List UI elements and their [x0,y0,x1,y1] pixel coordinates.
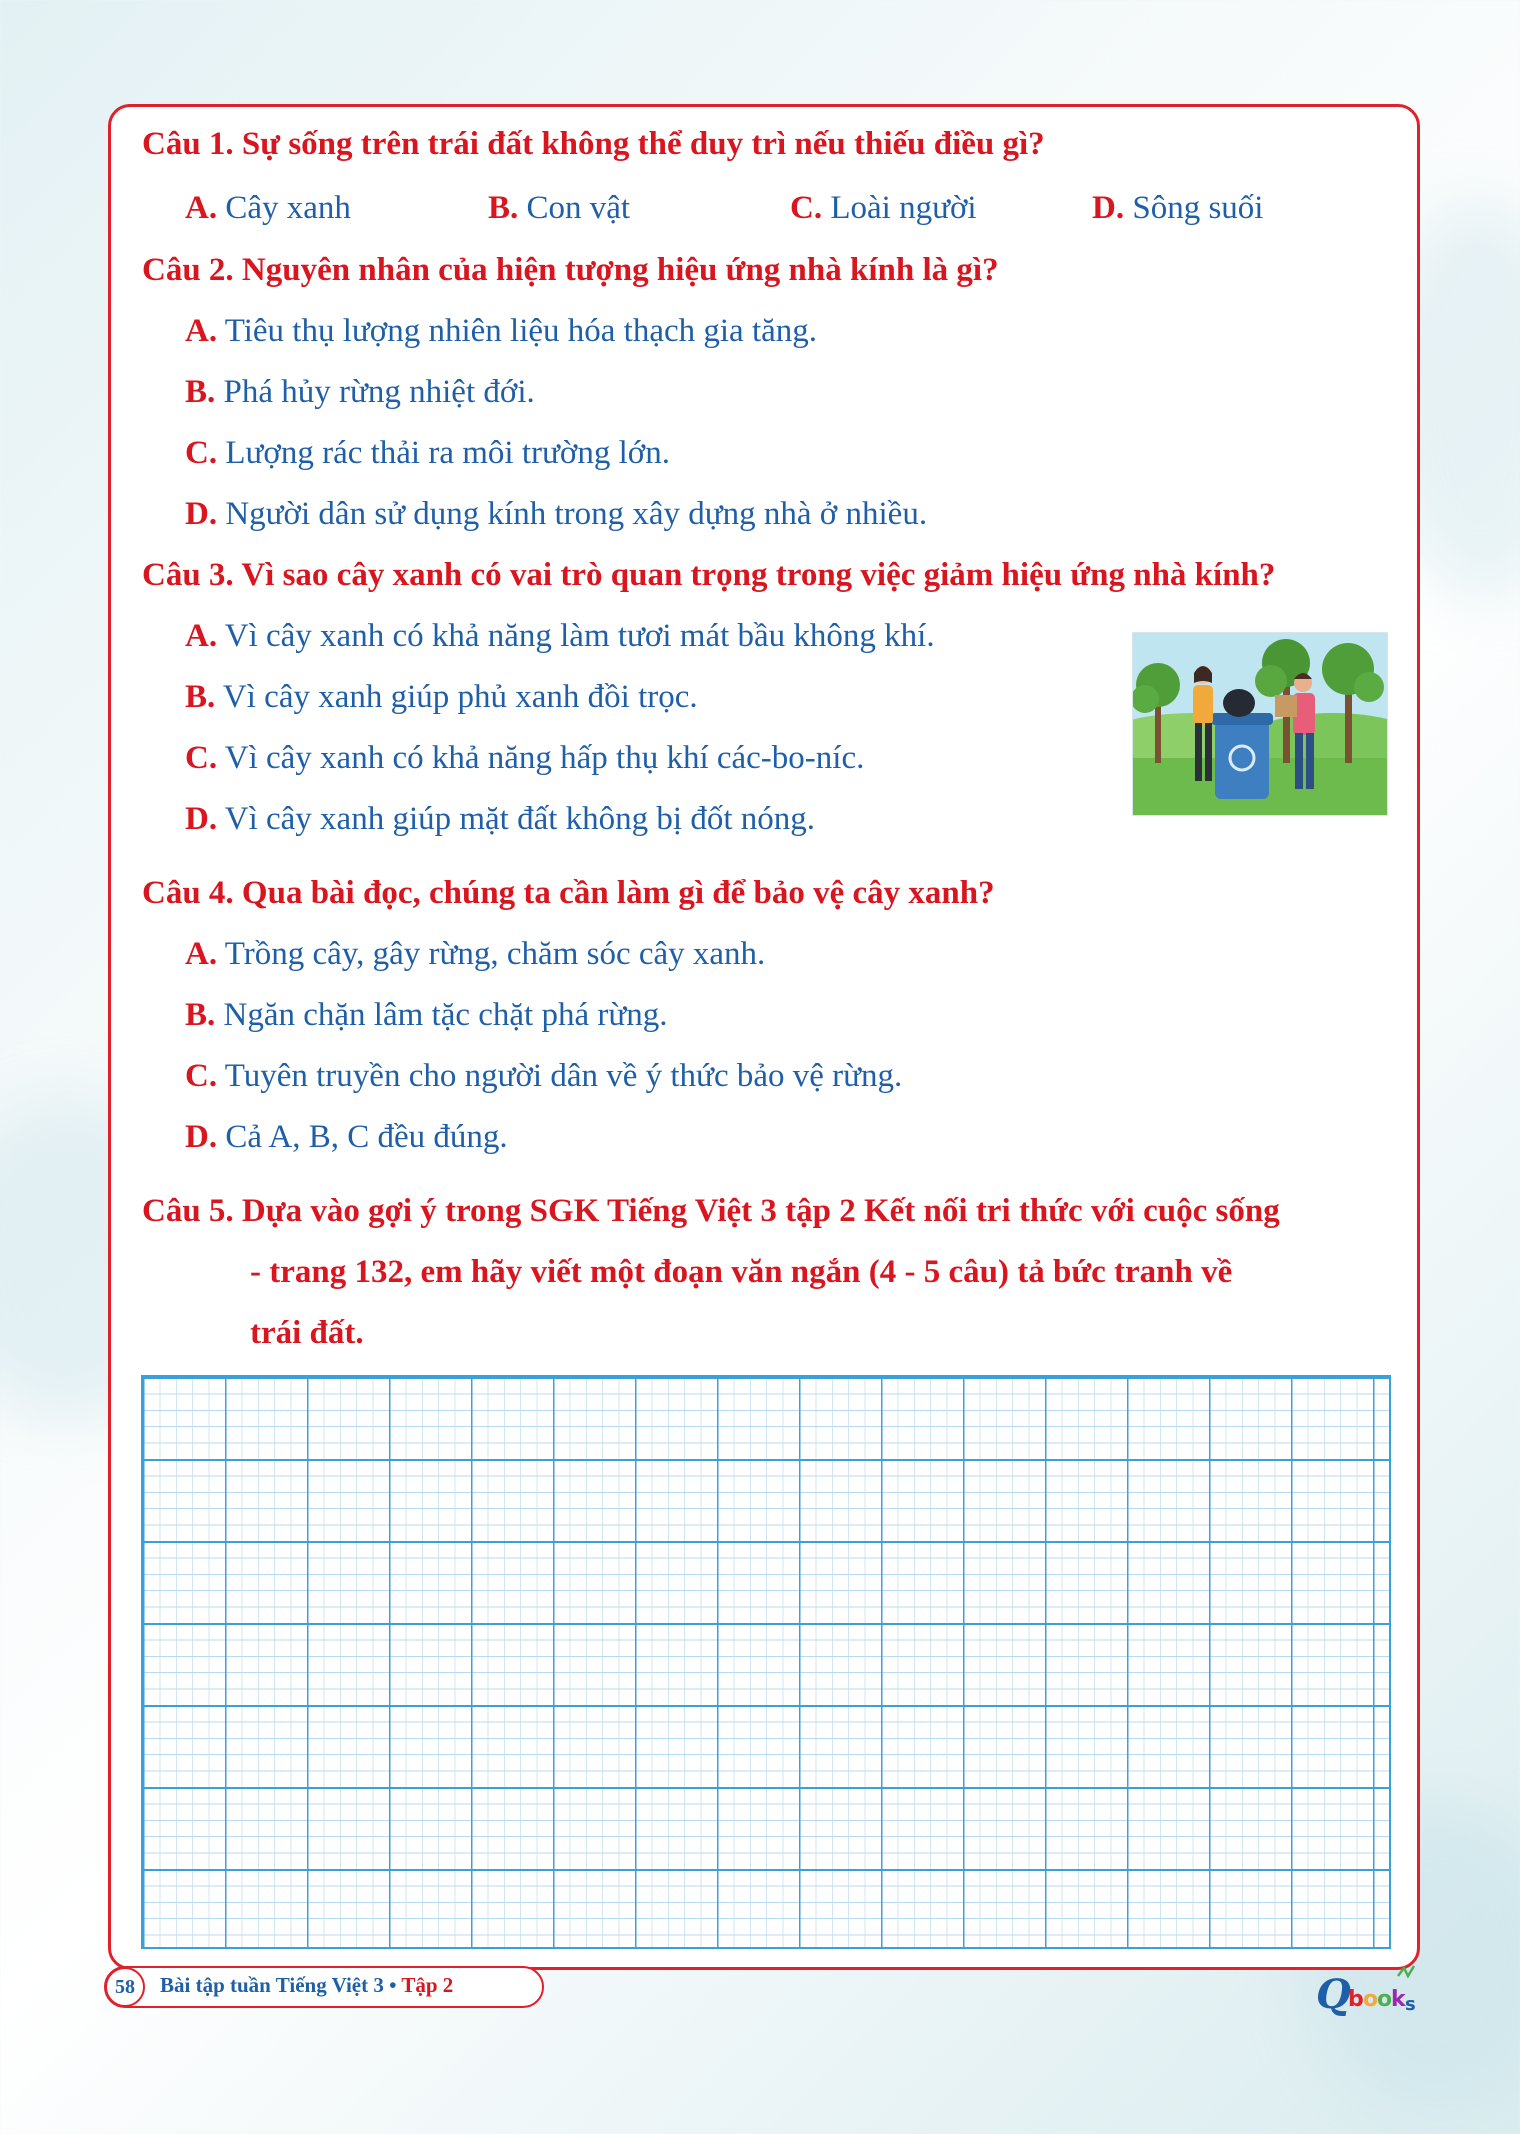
q1-option-a[interactable]: A. Cây xanh [185,190,351,226]
question-5-title: Câu 5. Dựa vào gợi ý trong SGK Tiếng Việt 3 tập 2 Kết nối tri thức với cuộc sống [142,1193,1280,1229]
q3-option-b[interactable]: B. Vì cây xanh giúp phủ xanh đồi trọc. [185,679,698,715]
writing-grid[interactable] [141,1375,1391,1949]
question-2-title: Câu 2. Nguyên nhân của hiện tượng hiệu ứng nhà kính là gì? [142,252,999,288]
qbooks-logo [1312,1962,1430,2020]
q1-option-b[interactable]: B. Con vật [488,190,631,226]
q3-option-a[interactable]: A. Vì cây xanh có khả năng làm tươi mát bầu không khí. [185,618,935,654]
q2-option-a[interactable]: A. Tiêu thụ lượng nhiên liệu hóa thạch gia tăng. [185,313,818,349]
question-3-title: Câu 3. Vì sao cây xanh có vai trò quan trọng trong việc giảm hiệu ứng nhà kính? [142,557,1276,593]
q2-option-c[interactable]: C. Lượng rác thải ra môi trường lớn. [185,435,670,471]
question-5-title-line-2: - trang 132, em hãy viết một đoạn văn ngắn (4 - 5 câu) tả bức tranh về [250,1254,1233,1290]
q3-option-d[interactable]: D. Vì cây xanh giúp mặt đất không bị đốt nóng. [185,801,815,837]
page-number: 58 [105,1967,145,2007]
q4-option-c[interactable]: C. Tuyên truyền cho người dân về ý thức bảo vệ rừng. [185,1058,903,1094]
svg-text:o: o [1363,1987,1379,2012]
question-5-title-line-3: trái đất. [250,1315,364,1351]
svg-text:o: o [1377,1987,1393,2012]
q2-option-d[interactable]: D. Người dân sử dụng kính trong xây dựng nhà ở nhiều. [185,496,928,532]
q1-option-c[interactable]: C. Loài người [790,190,977,226]
question-4-title: Câu 4. Qua bài đọc, chúng ta cần làm gì để bảo vệ cây xanh? [142,875,995,911]
q4-option-b[interactable]: B. Ngăn chặn lâm tặc chặt phá rừng. [185,997,668,1033]
recycling-illustration [1132,632,1388,816]
q2-option-b[interactable]: B. Phá hủy rừng nhiệt đới. [185,374,535,410]
svg-text:b: b [1348,1987,1364,2012]
svg-text:Q: Q [1316,1971,1351,2018]
svg-text:k: k [1391,1987,1406,2012]
svg-text:s: s [1405,1994,1416,2015]
book-title: Bài tập tuần Tiếng Việt 3 • Tập 2 [160,1973,454,1997]
q4-option-d[interactable]: D. Cả A, B, C đều đúng. [185,1119,508,1155]
q1-option-d[interactable]: D. Sông suối [1092,190,1264,226]
q4-option-a[interactable]: A. Trồng cây, gây rừng, chăm sóc cây xanh. [185,936,766,972]
question-1-title: Câu 1. Sự sống trên trái đất không thể duy trì nếu thiếu điều gì? [142,126,1045,162]
q3-option-c[interactable]: C. Vì cây xanh có khả năng hấp thụ khí các-bo-níc. [185,740,865,776]
